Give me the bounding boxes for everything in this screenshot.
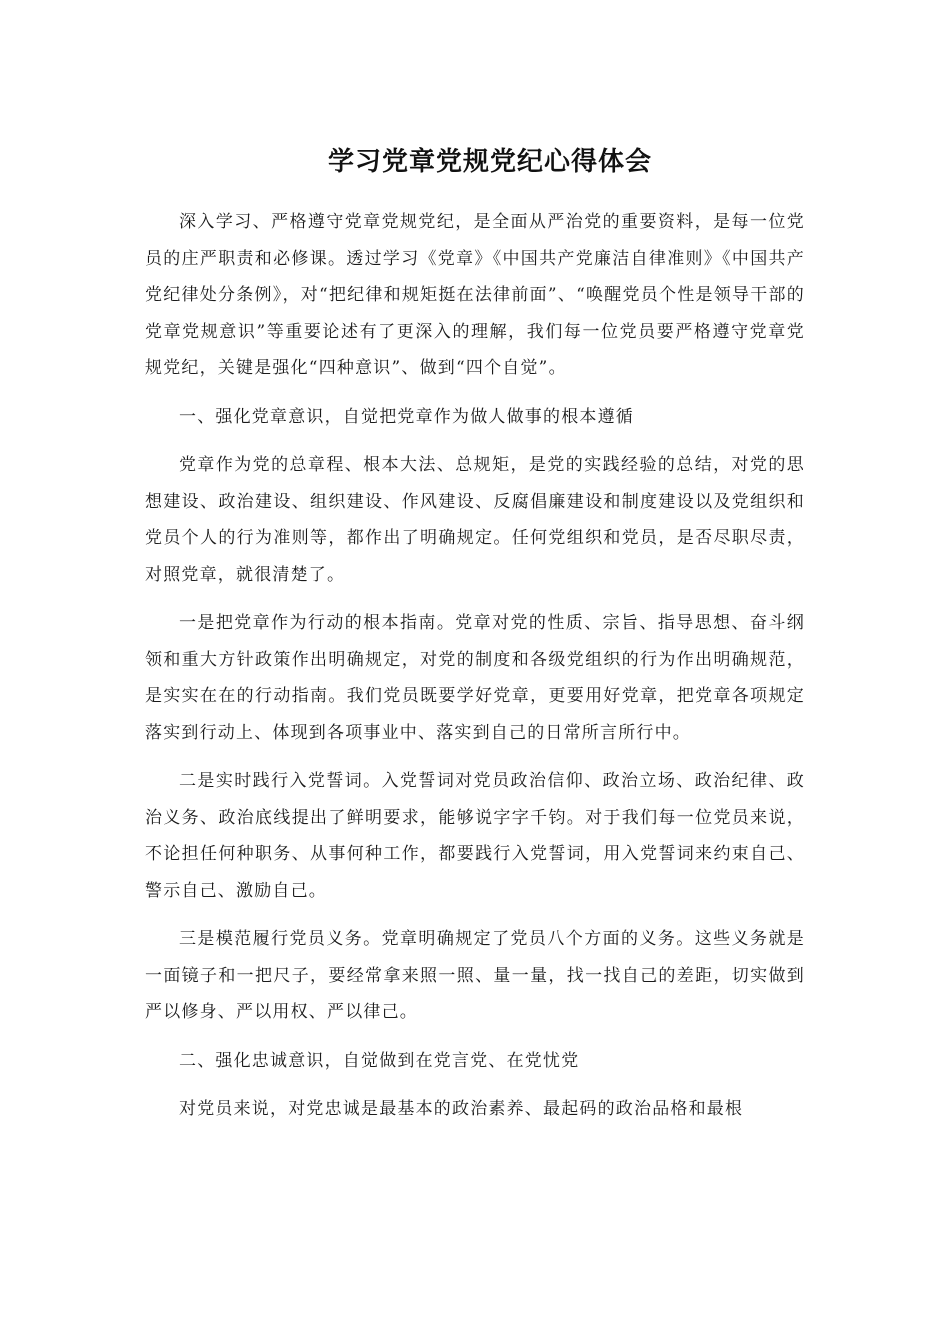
body-paragraph: 对党员来说，对党忠诚是最基本的政治素养、最起码的政治品格和最根 (179, 1099, 744, 1119)
body-paragraph: 党章作为党的总章程、根本大法、总规矩，是党的实践经验的总结，对党的思想建设、政治建设、组织建设、作风建设、反腐倡廉建设和制度建设以及党组织和党员个人的行为准则等，都作出了明确规定。任何党组织和党员，是否尽职尽责，对照党章，就很清楚了。 (145, 455, 805, 585)
body-paragraph: 三是模范履行党员义务。党章明确规定了党员八个方面的义务。这些义务就是一面镜子和一把尺子，要经常拿来照一照、量一量，找一找自己的差距，切实做到严以修身、严以用权、严以律己。 (145, 929, 805, 1022)
body-paragraph: 一是把党章作为行动的根本指南。党章对党的性质、宗旨、指导思想、奋斗纲领和重大方针政策作出明确规定，对党的制度和各级党组织的行为作出明确规范，是实实在在的行动指南。我们党员既要学好党章，更要用好党章，把党章各项规定落实到行动上、体现到各项事业中、落实到自己的日常所言所行中。 (145, 613, 805, 743)
intro-paragraph: 深入学习、严格遵守党章党规党纪，是全面从严治党的重要资料，是每一位党员的庄严职责和必修课。透过学习《党章》《中国共产党廉洁自律准则》《中国共产党纪律处分条例》，对“把纪律和规矩挺在法律前面”、“唤醒党员个性是领导干部的党章党规意识”等重要论述有了更深入的理解，我们每一位党员要严格遵守党章党规党纪，关键是强化“四种意识”、做到“四个自觉”。 (145, 212, 805, 378)
body-paragraph: 二是实时践行入党誓词。入党誓词对党员政治信仰、政治立场、政治纪律、政治义务、政治底线提出了鲜明要求，能够说字字千钧。对于我们每一位党员来说，不论担任何种职务、从事何种工作，都要践行入党誓词，用入党誓词来约束自己、警示自己、激励自己。 (145, 771, 805, 901)
document-title: 学习党章党规党纪心得体会 (327, 147, 652, 177)
section-heading-2: 二、强化忠诚意识，自觉做到在党言党、在党忧党 (179, 1050, 580, 1071)
document-page (145, 140, 805, 1140)
section-heading-1: 一、强化党章意识，自觉把党章作为做人做事的根本遵循 (179, 406, 634, 427)
